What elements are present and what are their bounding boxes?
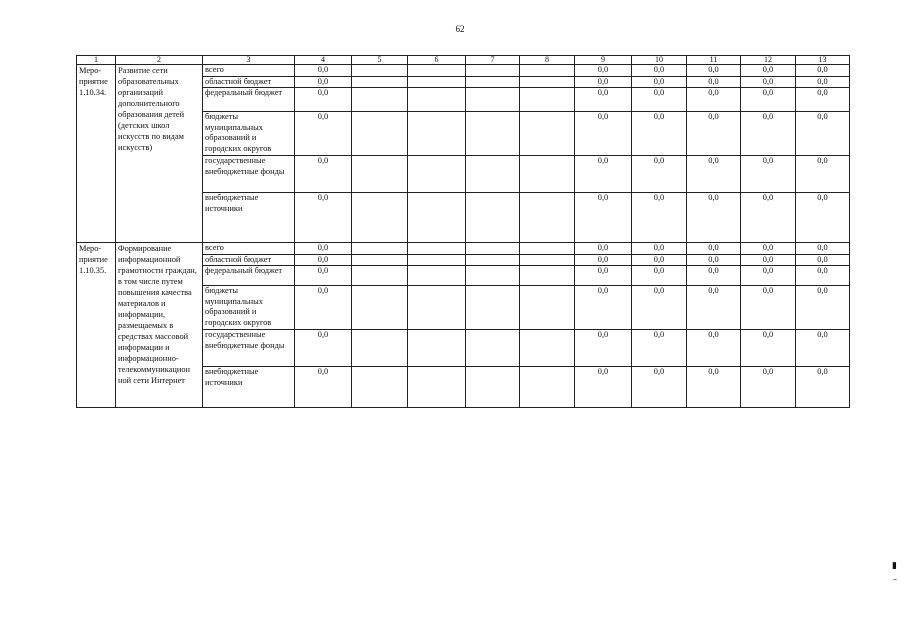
- value-cell: 0,0: [575, 330, 632, 367]
- value-cell: 0,0: [687, 286, 741, 330]
- value-cell: 0,0: [295, 156, 352, 193]
- value-cell: 0,0: [741, 65, 796, 77]
- value-cell: 0,0: [295, 76, 352, 88]
- value-cell: [520, 367, 575, 408]
- value-cell: 0,0: [575, 65, 632, 77]
- value-cell: [408, 266, 466, 286]
- value-cell: [408, 367, 466, 408]
- value-cell: [466, 76, 520, 88]
- header-cell: 2: [116, 56, 203, 65]
- value-cell: 0,0: [687, 367, 741, 408]
- value-cell: [352, 156, 408, 193]
- funding-source: государственные внебюджетные фонды: [203, 330, 295, 367]
- value-cell: 0,0: [687, 76, 741, 88]
- margin-dash: –: [893, 575, 897, 584]
- funding-source: внебюджетные источники: [203, 193, 295, 243]
- value-cell: 0,0: [741, 286, 796, 330]
- funding-source: бюджеты муниципальных образований и городских округов: [203, 112, 295, 156]
- value-cell: 0,0: [632, 65, 687, 77]
- value-cell: 0,0: [796, 330, 850, 367]
- funding-source: внебюджетные источники: [203, 367, 295, 408]
- value-cell: 0,0: [741, 254, 796, 266]
- value-cell: [408, 88, 466, 112]
- value-cell: [520, 286, 575, 330]
- value-cell: [520, 156, 575, 193]
- value-cell: 0,0: [295, 88, 352, 112]
- value-cell: 0,0: [632, 193, 687, 243]
- funding-source: федеральный бюджет: [203, 88, 295, 112]
- value-cell: 0,0: [575, 76, 632, 88]
- value-cell: [408, 330, 466, 367]
- value-cell: 0,0: [796, 112, 850, 156]
- value-cell: 0,0: [632, 243, 687, 255]
- value-cell: 0,0: [575, 243, 632, 255]
- header-cell: 6: [408, 56, 466, 65]
- funding-source: федеральный бюджет: [203, 266, 295, 286]
- value-cell: 0,0: [295, 367, 352, 408]
- value-cell: 0,0: [295, 243, 352, 255]
- value-cell: [352, 243, 408, 255]
- value-cell: 0,0: [575, 266, 632, 286]
- value-cell: 0,0: [295, 65, 352, 77]
- value-cell: [466, 286, 520, 330]
- header-cell: 5: [352, 56, 408, 65]
- page-number: 62: [455, 24, 465, 34]
- value-cell: [466, 88, 520, 112]
- value-cell: [520, 76, 575, 88]
- value-cell: [466, 243, 520, 255]
- value-cell: [352, 367, 408, 408]
- value-cell: 0,0: [741, 112, 796, 156]
- activity-code: Меро- приятие 1.10.35.: [77, 243, 116, 408]
- value-cell: [352, 112, 408, 156]
- value-cell: 0,0: [687, 112, 741, 156]
- value-cell: 0,0: [687, 156, 741, 193]
- header-cell: 4: [295, 56, 352, 65]
- value-cell: 0,0: [575, 156, 632, 193]
- value-cell: 0,0: [575, 193, 632, 243]
- value-cell: [466, 156, 520, 193]
- header-row: [77, 56, 850, 65]
- value-cell: 0,0: [796, 286, 850, 330]
- value-cell: 0,0: [632, 330, 687, 367]
- funding-source: всего: [203, 65, 295, 77]
- value-cell: [352, 266, 408, 286]
- value-cell: 0,0: [687, 65, 741, 77]
- table-row: [77, 243, 850, 255]
- value-cell: [408, 156, 466, 193]
- value-cell: 0,0: [632, 88, 687, 112]
- value-cell: 0,0: [575, 286, 632, 330]
- value-cell: 0,0: [687, 330, 741, 367]
- value-cell: [352, 330, 408, 367]
- value-cell: 0,0: [796, 367, 850, 408]
- funding-source: областной бюджет: [203, 76, 295, 88]
- value-cell: [466, 254, 520, 266]
- value-cell: 0,0: [741, 367, 796, 408]
- header-cell: 8: [520, 56, 575, 65]
- value-cell: 0,0: [687, 193, 741, 243]
- value-cell: 0,0: [741, 266, 796, 286]
- value-cell: [352, 254, 408, 266]
- value-cell: 0,0: [796, 254, 850, 266]
- value-cell: 0,0: [687, 266, 741, 286]
- value-cell: 0,0: [741, 76, 796, 88]
- value-cell: 0,0: [632, 76, 687, 88]
- funding-source: государственные внебюджетные фонды: [203, 156, 295, 193]
- value-cell: 0,0: [687, 254, 741, 266]
- value-cell: [520, 88, 575, 112]
- value-cell: 0,0: [575, 367, 632, 408]
- budget-table: [76, 55, 850, 408]
- value-cell: [408, 286, 466, 330]
- value-cell: [466, 367, 520, 408]
- value-cell: [520, 330, 575, 367]
- value-cell: [408, 112, 466, 156]
- value-cell: [466, 330, 520, 367]
- header-cell: 1: [77, 56, 116, 65]
- value-cell: 0,0: [295, 193, 352, 243]
- header-cell: 3: [203, 56, 295, 65]
- value-cell: 0,0: [796, 65, 850, 77]
- value-cell: [466, 193, 520, 243]
- value-cell: 0,0: [796, 88, 850, 112]
- value-cell: 0,0: [575, 254, 632, 266]
- value-cell: [520, 254, 575, 266]
- table-row: [77, 65, 850, 77]
- value-cell: [520, 112, 575, 156]
- value-cell: [352, 76, 408, 88]
- value-cell: [352, 88, 408, 112]
- value-cell: [520, 266, 575, 286]
- funding-source: бюджеты муниципальных образований и городских округов: [203, 286, 295, 330]
- activity-name: Развитие сети образовательных организаций дополнительного образования детей (детских школ искусств по видам искусств): [116, 65, 203, 243]
- value-cell: 0,0: [632, 112, 687, 156]
- value-cell: 0,0: [741, 193, 796, 243]
- value-cell: 0,0: [632, 367, 687, 408]
- value-cell: [520, 193, 575, 243]
- value-cell: 0,0: [632, 254, 687, 266]
- value-cell: 0,0: [575, 88, 632, 112]
- value-cell: 0,0: [687, 243, 741, 255]
- value-cell: 0,0: [632, 266, 687, 286]
- value-cell: 0,0: [796, 266, 850, 286]
- activity-code: Меро- приятие 1.10.34.: [77, 65, 116, 243]
- value-cell: 0,0: [796, 76, 850, 88]
- value-cell: [520, 65, 575, 77]
- value-cell: [520, 243, 575, 255]
- value-cell: [408, 254, 466, 266]
- value-cell: 0,0: [295, 266, 352, 286]
- value-cell: [408, 243, 466, 255]
- header-cell: 10: [632, 56, 687, 65]
- activity-name: Формирование информационной грамотности граждан, в том числе путем повышения качества материалов и информации, размещаемых в средствах массовой информации и информационно-телекоммуникацион ной сети Интернет: [116, 243, 203, 408]
- value-cell: [408, 76, 466, 88]
- value-cell: 0,0: [741, 243, 796, 255]
- value-cell: [466, 112, 520, 156]
- value-cell: 0,0: [575, 112, 632, 156]
- value-cell: 0,0: [741, 88, 796, 112]
- margin-mark: ▮: [892, 561, 897, 571]
- funding-source: всего: [203, 243, 295, 255]
- funding-source: областной бюджет: [203, 254, 295, 266]
- value-cell: 0,0: [295, 286, 352, 330]
- value-cell: [408, 193, 466, 243]
- header-cell: 7: [466, 56, 520, 65]
- value-cell: [352, 65, 408, 77]
- header-cell: 12: [741, 56, 796, 65]
- value-cell: 0,0: [796, 193, 850, 243]
- header-cell: 11: [687, 56, 741, 65]
- value-cell: 0,0: [741, 156, 796, 193]
- value-cell: 0,0: [741, 330, 796, 367]
- header-cell: 13: [796, 56, 850, 65]
- value-cell: [408, 65, 466, 77]
- value-cell: 0,0: [796, 243, 850, 255]
- value-cell: 0,0: [295, 112, 352, 156]
- value-cell: [466, 266, 520, 286]
- value-cell: [352, 286, 408, 330]
- value-cell: 0,0: [295, 254, 352, 266]
- value-cell: 0,0: [796, 156, 850, 193]
- value-cell: 0,0: [295, 330, 352, 367]
- value-cell: 0,0: [687, 88, 741, 112]
- value-cell: 0,0: [632, 286, 687, 330]
- value-cell: [352, 193, 408, 243]
- value-cell: 0,0: [632, 156, 687, 193]
- value-cell: [466, 65, 520, 77]
- header-cell: 9: [575, 56, 632, 65]
